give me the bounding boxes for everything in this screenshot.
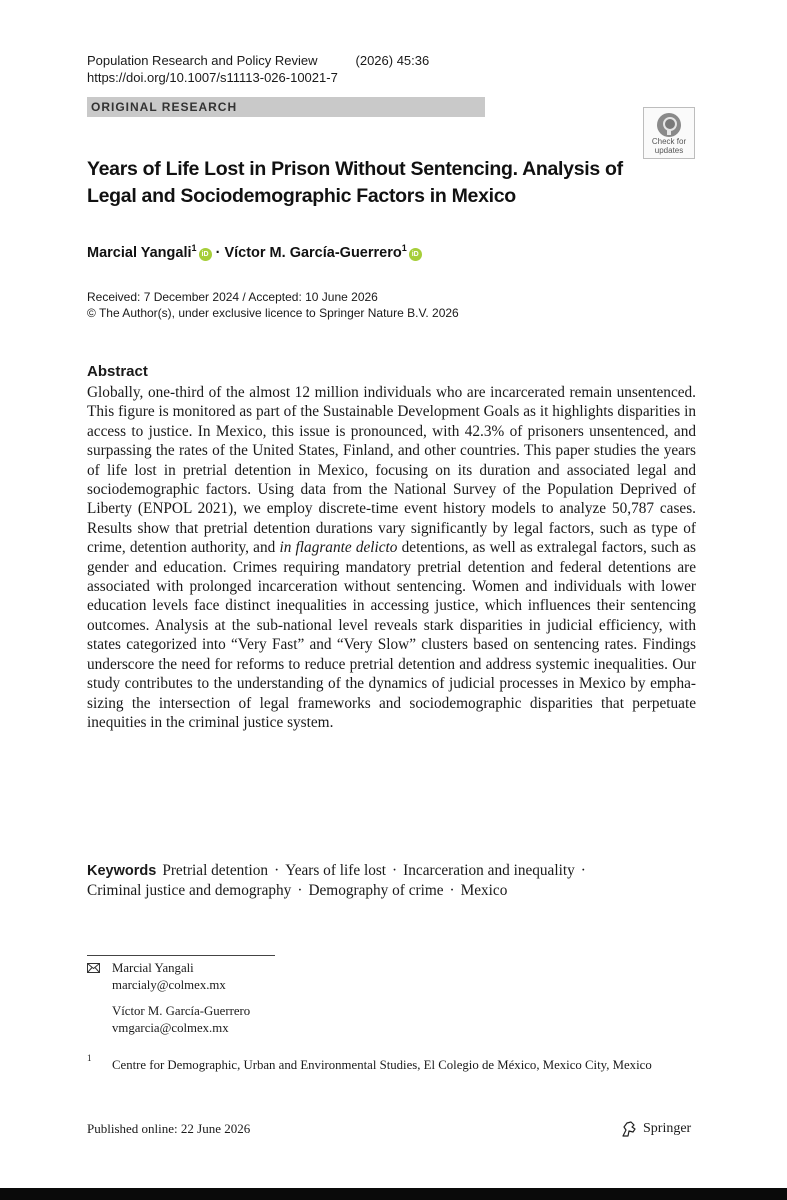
keyword-separator: ·: [297, 882, 303, 900]
affiliation-text: Centre for Demographic, Urban and Environmental Studies, El Colegio de México, Mexico City, Mexico: [112, 1058, 652, 1072]
abstract-text-part1: Globally, one-third of the almost 12 million individuals who are incarcerated remain unsentenced. This figure is monitored as part of the Sustainable Development Goals as it highlights disparities in access to justice. In Mexico, this issue is pronounced, with 42.3% of prisoners unsentenced, and surpassing the rates of the United States, Finland, and other countries. This paper studies the years of life lost in pretrial detention in Mexico, focusing on its duration and associated legal and sociodemographic factors. Using data from the National Survey of the Population Deprived of Liberty (ENPOL 2021), we employ discrete-time event history models to analyze 50,787 cases. Results show that pretrial detention durations vary significantly by legal factors, such as type of crime, detention authority, and: [87, 384, 696, 557]
article-title: Years of Life Lost in Prison Without Sentencing. Analysis of Legal and Sociodemographic Factors in Mexico: [87, 158, 623, 207]
affiliation-ref: 1: [191, 243, 197, 253]
footnote-divider: [87, 955, 275, 956]
coauthor-name: Víctor M. García-Guerrero: [112, 1004, 251, 1018]
correspondence-block: [112, 960, 250, 1037]
copyright-notice: © The Author(s), under exclusive licence to Springer Nature B.V. 2026: [87, 306, 459, 320]
keyword: Incarceration and inequality: [403, 862, 575, 879]
orcid-icon[interactable]: iD: [199, 248, 212, 261]
received-accepted-dates: Received: 7 December 2024 / Accepted: 10 June 2026: [87, 290, 378, 304]
keyword-separator: ·: [392, 862, 398, 879]
corresponding-author-email[interactable]: marcialy@colmex.mx: [112, 978, 226, 992]
doi-link[interactable]: https://doi.org/10.1007/s11113-026-10021-7: [87, 70, 338, 85]
keyword: Mexico: [460, 882, 508, 900]
keywords-block: [87, 861, 696, 901]
affiliation-ref: 1: [401, 243, 407, 253]
keyword: Pretrial detention: [162, 862, 269, 879]
coauthor-email[interactable]: vmgarcia@colmex.mx: [112, 1021, 229, 1035]
author-name[interactable]: Víctor M. García-Guerrero: [224, 244, 402, 261]
author-separator: ·: [215, 244, 221, 261]
author-name[interactable]: Marcial Yangali: [87, 244, 192, 261]
published-online-date: Published online: 22 June 2026: [87, 1121, 251, 1136]
publisher-name: Springer: [643, 1121, 692, 1136]
keywords-label: Keywords: [87, 863, 157, 879]
springer-logo: [620, 1120, 691, 1138]
keyword-separator: ·: [580, 862, 586, 879]
abstract-body: [87, 383, 696, 732]
orcid-icon[interactable]: iD: [409, 248, 422, 261]
author-list: [87, 239, 422, 262]
envelope-icon: [87, 962, 100, 977]
journal-name: Population Research and Policy Review: [87, 53, 318, 68]
affiliation-number: 1: [87, 1053, 92, 1063]
keyword: Years of life lost: [285, 862, 387, 879]
abstract-text-part2: detentions, as well as extralegal factors, such as gender and education. Crimes requiring mandatory pretrial detention and federal detentions are associated with prolonged incarceration without sentencing. Women and individuals with lower education levels face distinct inequalities in accessing justice, which influences their sentencing outcomes. Analysis at the sub-national level reveals stark disparities in judicial efficiency, with states categorized into “Very Fast” and “Very Slow” clusters based on sentencing rates. Findings underscore the need for reforms to reduce pretrial detention and address systemic inequalities. Our study contributes to the understanding of the dynamics of judicial processes in Mexico by emphasizing the intersection of legal frameworks and sociodemographic disparities that perpetuate inequities in the criminal justice system.: [87, 539, 696, 731]
check-updates-line1: Check for: [651, 137, 687, 146]
springer-horse-icon: [620, 1120, 638, 1138]
section-banner: [87, 97, 485, 117]
keyword-separator: ·: [449, 882, 455, 900]
abstract-heading: Abstract: [87, 363, 148, 380]
keyword: Criminal justice and demography: [87, 882, 292, 900]
journal-citation: [87, 52, 429, 69]
check-for-updates-badge[interactable]: [643, 107, 695, 159]
bookmark-icon: [657, 113, 681, 137]
section-label: ORIGINAL RESEARCH: [91, 100, 238, 114]
journal-volume: (2026) 45:36: [355, 53, 430, 68]
bottom-edge-bar: [0, 1188, 787, 1200]
corresponding-author-name: Marcial Yangali: [112, 961, 194, 975]
keyword-separator: ·: [274, 862, 280, 879]
abstract-italic-term: in flagrante delicto: [279, 539, 398, 557]
keyword: Demography of crime: [308, 882, 444, 900]
check-updates-line2: updates: [654, 145, 684, 155]
